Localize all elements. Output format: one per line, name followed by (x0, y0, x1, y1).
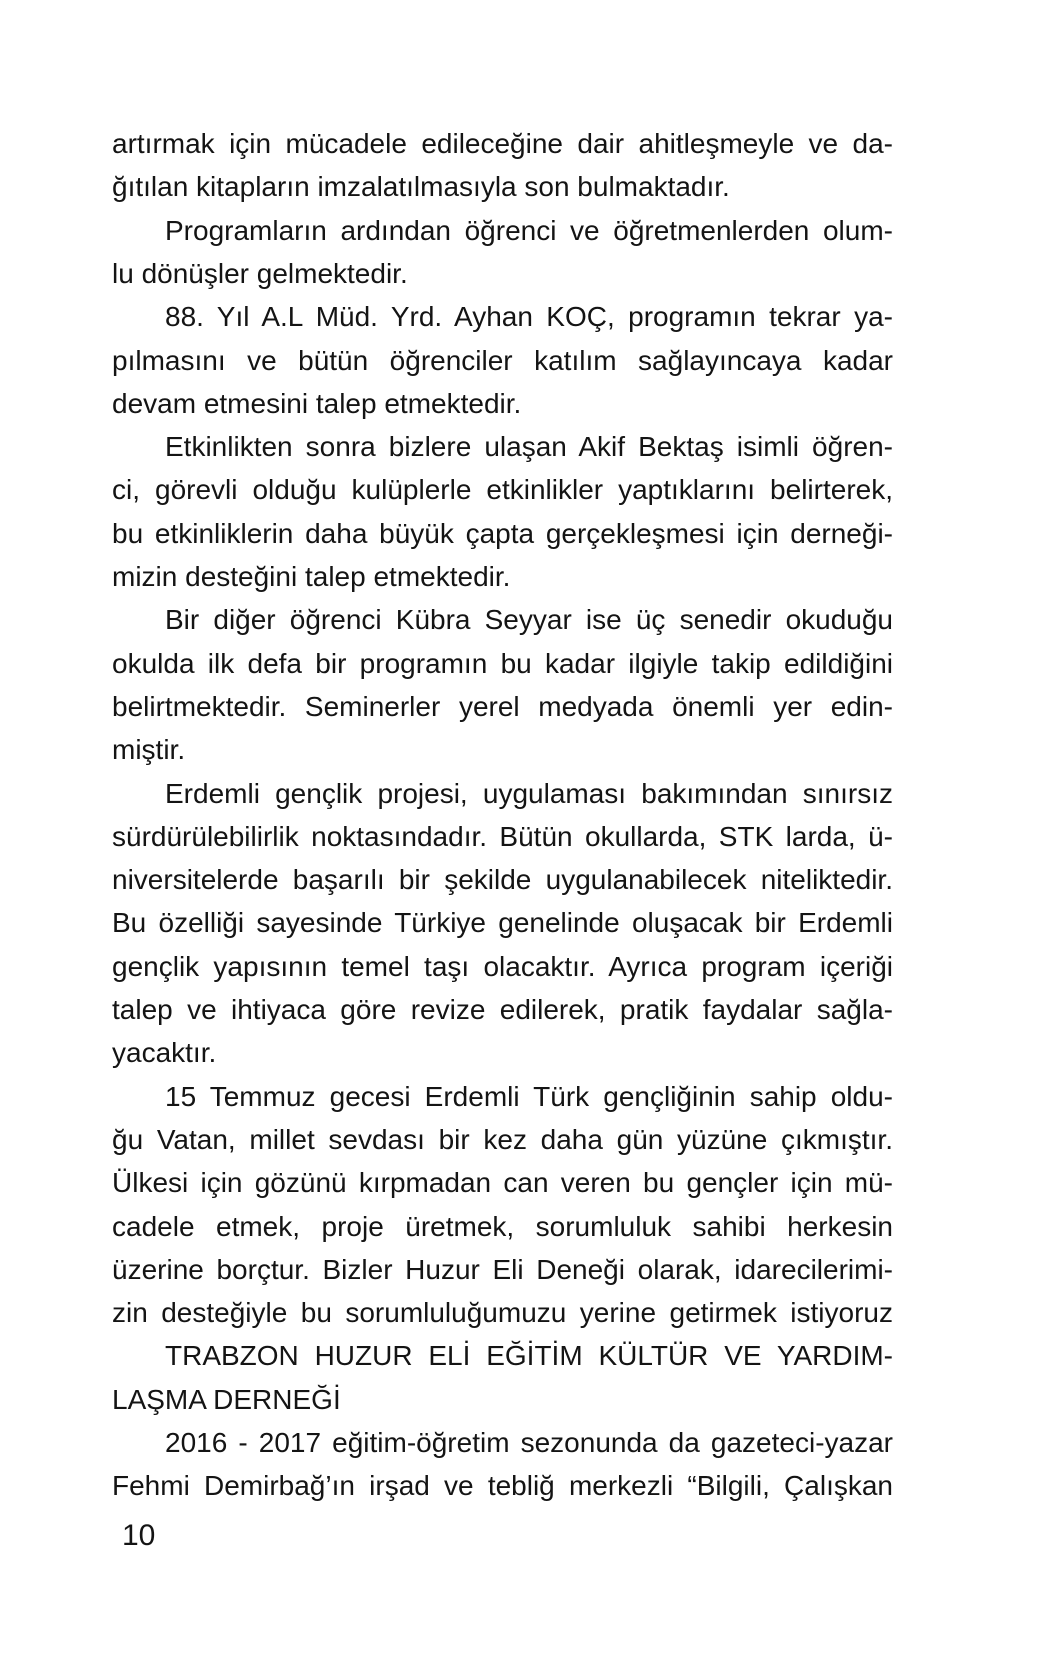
text-line: üzerine borçtur. Bizler Huzur Eli Deneği olarak, idarecilerimi- (112, 1253, 893, 1285)
text-line: artırmak için mücadele edileceğine dair ahitleşmeyle ve da- (112, 128, 893, 159)
text-line: LAŞMA DERNEĞİ (112, 1383, 341, 1415)
text-line: miştir. (112, 734, 186, 766)
text-line: Erdemli gençlik projesi, uygulaması bakımından sınırsız (165, 777, 893, 809)
text-line: Bir diğer öğrenci Kübra Seyyar ise üç senedir okuduğu (165, 604, 893, 636)
text-line: pılmasını ve bütün öğrenciler katılım sağlayıncaya kadar (112, 344, 893, 376)
text-line: devam etmesini talep etmektedir. (112, 387, 522, 419)
text-line: mizin desteğini talep etmektedir. (112, 561, 511, 592)
text-line: Bu özelliği sayesinde Türkiye genelinde oluşacak bir Erdemli (112, 907, 893, 939)
text-line: Ülkesi için gözünü kırpmadan can veren bu gençler için mü- (112, 1167, 893, 1199)
page-number: 10 (122, 1519, 156, 1552)
text-line: talep ve ihtiyaca göre revize edilerek, pratik faydalar sağla- (112, 994, 893, 1025)
text-line: 88. Yıl A.L Müd. Yrd. Ayhan KOÇ, programın tekrar ya- (165, 301, 893, 333)
text-line: gençlik yapısının temel taşı olacaktır. Ayrıca program içeriği (112, 950, 893, 982)
text-line: cadele etmek, proje üretmek, sorumluluk sahibi herkesin (112, 1210, 893, 1242)
text-line: yacaktır. (112, 1037, 217, 1069)
text-line: niversitelerde başarılı bir şekilde uygulanabilecek niteliktedir. (112, 864, 893, 896)
text-line: Programların ardından öğrenci ve öğretmenlerden olum- (165, 214, 893, 246)
text-line: ğu Vatan, millet sevdası bir kez daha gün yüzüne çıkmıştır. (112, 1123, 893, 1155)
text-line: Fehmi Demirbağ’ın irşad ve tebliğ merkezli “Bilgili, Çalışkan (112, 1470, 893, 1502)
text-line: 2016 - 2017 eğitim-öğretim sezonunda da gazeteci-yazar (165, 1427, 893, 1458)
text-line: bu etkinliklerin daha büyük çapta gerçekleşmesi için derneği- (112, 517, 893, 549)
text-line: 15 Temmuz gecesi Erdemli Türk gençliğinin sahip oldu- (165, 1080, 893, 1112)
text-line: lu dönüşler gelmektedir. (112, 257, 408, 289)
text-line: okulda ilk defa bir programın bu kadar ilgiyle takip edildiğini (112, 647, 893, 679)
text-line: TRABZON HUZUR ELİ EĞİTİM KÜLTÜR VE YARDIM- (165, 1340, 893, 1372)
text-line: zin desteğiyle bu sorumluluğumuzu yerine getirmek istiyoruz (112, 1297, 893, 1329)
text-line: ğıtılan kitapların imzalatılmasıyla son bulmaktadır. (112, 171, 730, 203)
text-line: sürdürülebilirlik noktasındadır. Bütün okullarda, STK larda, ü- (112, 820, 893, 852)
text-line: belirtmektedir. Seminerler yerel medyada önemli yer edin- (112, 690, 893, 722)
text-line: ci, görevli olduğu kulüplerle etkinlikler yaptıklarını belirterek, (112, 474, 893, 506)
text-line: Etkinlikten sonra bizlere ulaşan Akif Bektaş isimli öğren- (165, 431, 893, 463)
